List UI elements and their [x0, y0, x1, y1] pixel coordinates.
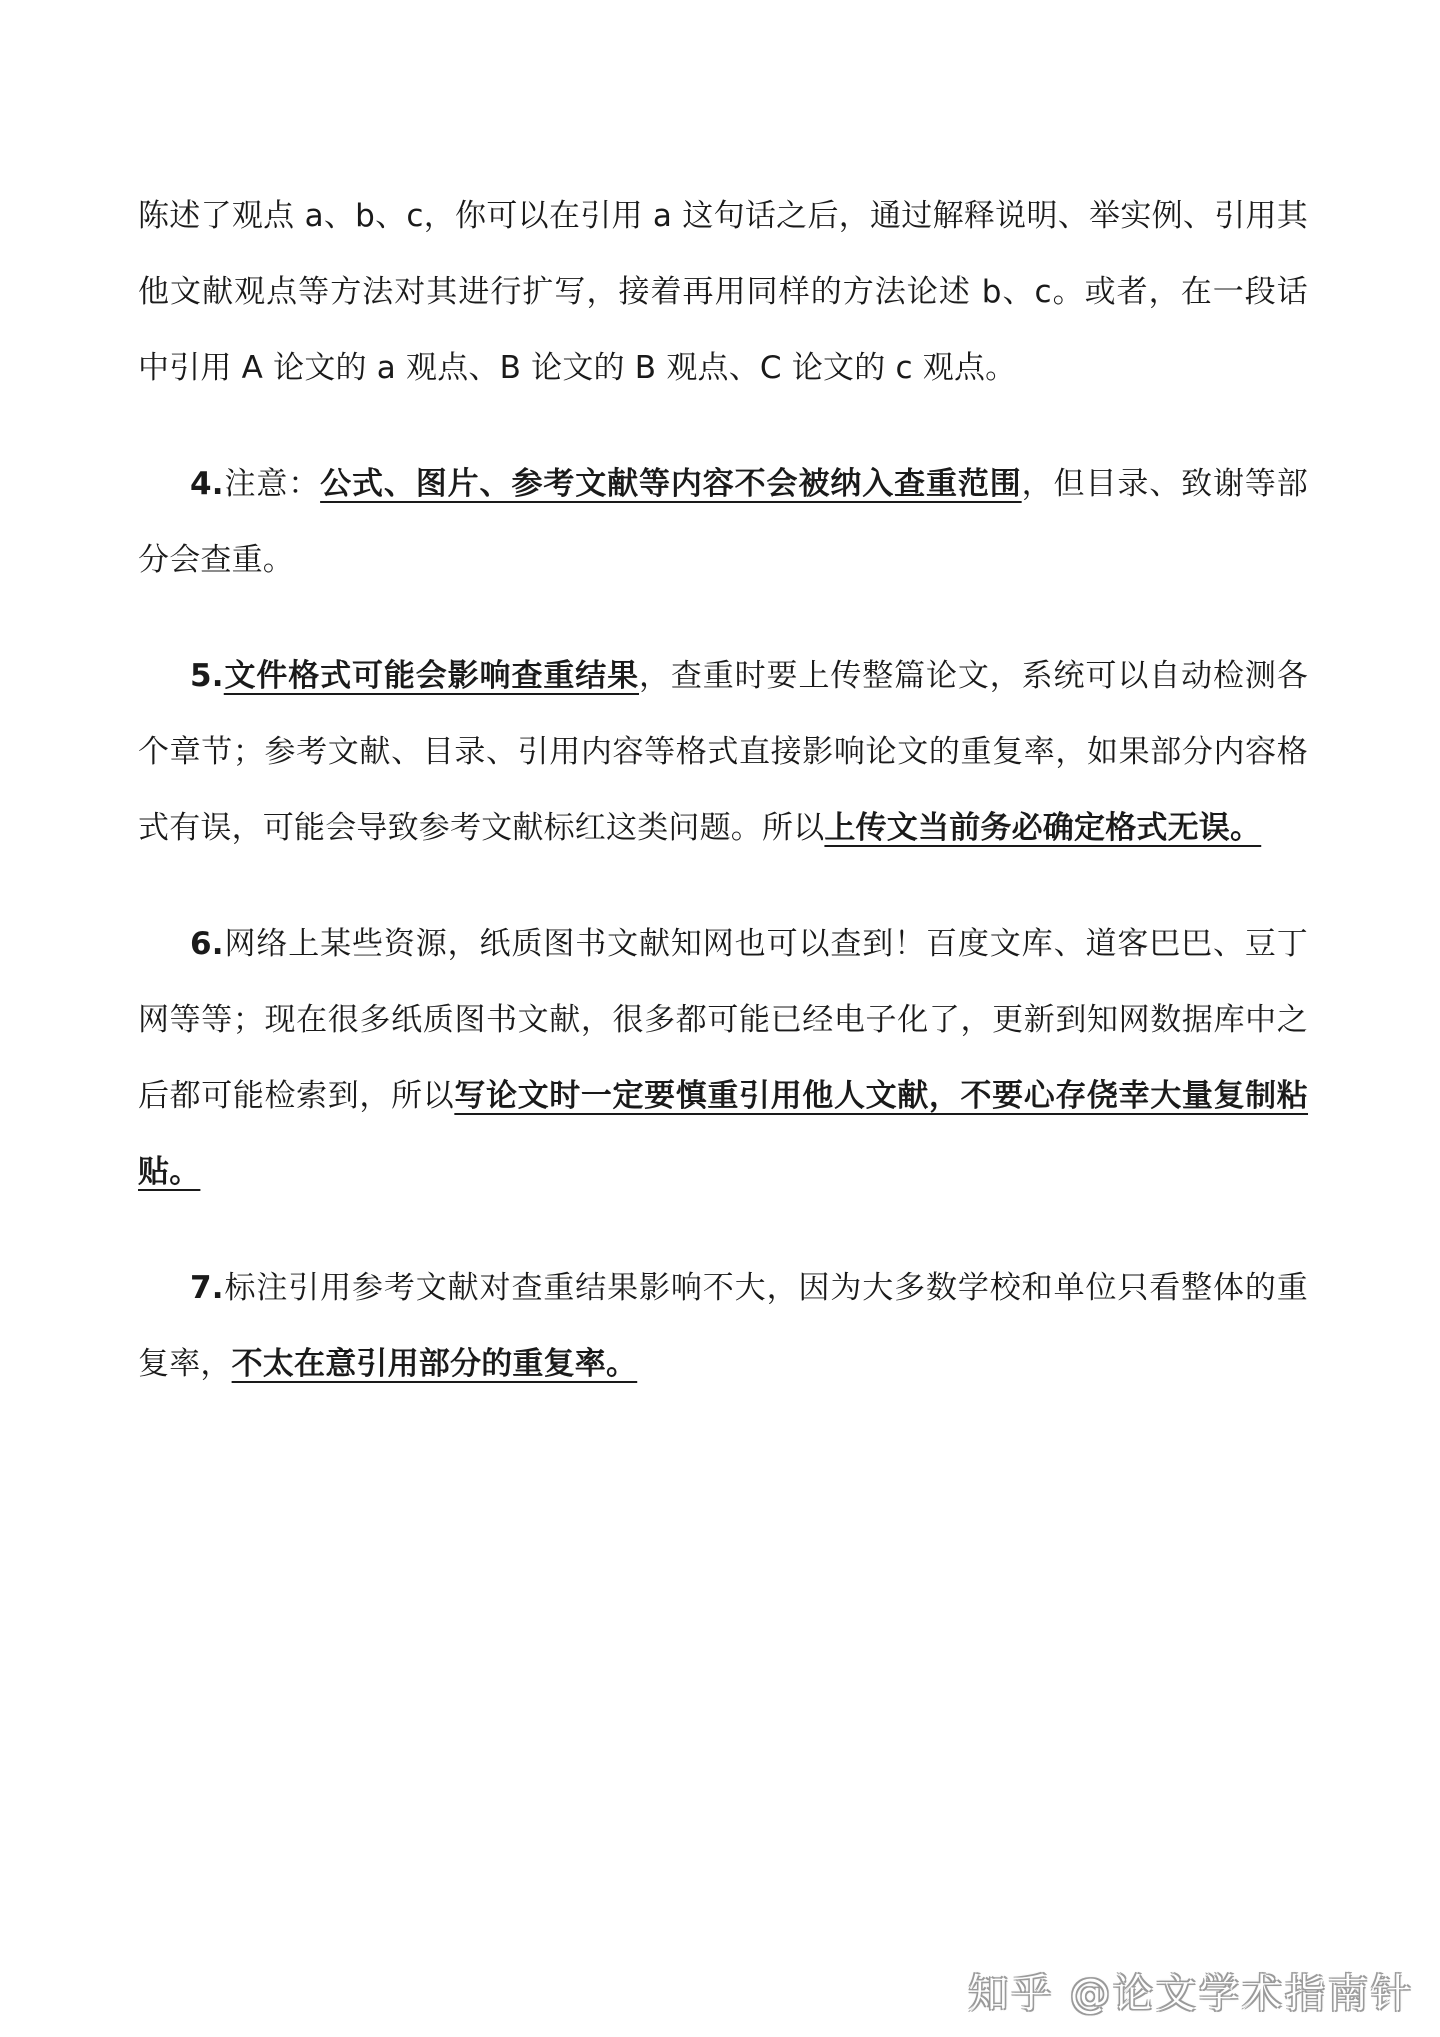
emphasized-text: 写论文时一定要慎重引用他人文献，不要心存侥幸大量复制粘贴。: [138, 1078, 1309, 1190]
paragraph-text: 标注引用参考文献对查重结果影响不大，因为大多数学校和单位只看整体的重复率，: [138, 1270, 1308, 1382]
paragraph-text: ，但目录、致谢等部分会查重。: [138, 466, 1308, 578]
paragraph-text: ，查重时要上传整篇论文，系统可以自动检测各个章节；参考文献、目录、引用内容等格式直接影响论文的重复率，如果部分内容格式有误，可能会导致参考文献标红这类问题。所以: [138, 658, 1308, 846]
document-body: [138, 178, 1308, 1402]
paragraph-text: 网络上某些资源，纸质图书文献知网也可以查到！百度文库、道客巴巴、豆丁网等等；现在很多纸质图书文献，很多都可能已经电子化了，更新到知网数据库中之后都可能检索到，所以: [138, 926, 1308, 1114]
paragraph-item-4: [138, 446, 1308, 598]
item-number: 5.: [190, 658, 224, 694]
emphasized-text: 上传文当前务必确定格式无误。: [824, 810, 1262, 846]
item-number: 6.: [190, 926, 224, 962]
emphasized-text: 公式、图片、参考文献等内容不会被纳入查重范围: [320, 466, 1022, 502]
zhihu-watermark: 知乎 @论文学术指南针: [968, 1971, 1414, 2017]
item-number: 4.: [190, 466, 224, 502]
paragraph-text: 注意：: [223, 466, 321, 502]
emphasized-text: 文件格式可能会影响查重结果: [223, 658, 639, 694]
paragraph-item-6: [138, 906, 1308, 1210]
emphasized-text: 不太在意引用部分的重复率。: [231, 1346, 638, 1382]
paragraph-item-7: [138, 1250, 1308, 1402]
item-number: 7.: [190, 1270, 224, 1306]
paragraph-text: 陈述了观点 a、b、c，你可以在引用 a 这句话之后，通过解释说明、举实例、引用其他文献观点等方法对其进行扩写，接着再用同样的方法论述 b、c。或者，在一段话中引用 A 论文的 a 观点、B 论文的 B 观点、C 论文的 c 观点。: [138, 198, 1308, 386]
paragraph-item-5: [138, 638, 1308, 866]
paragraph-continued: [138, 178, 1308, 406]
